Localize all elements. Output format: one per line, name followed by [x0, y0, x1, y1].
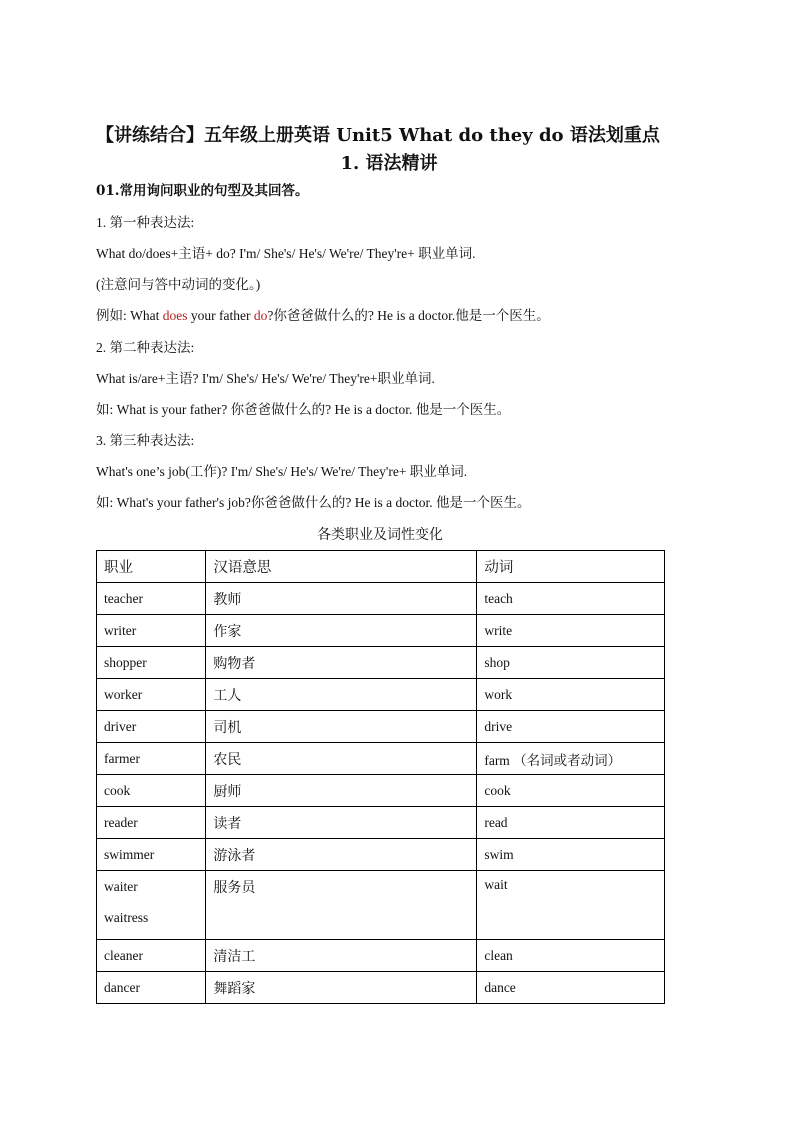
method3-heading: 3. 第三种表达法:: [96, 433, 195, 448]
cell-occupation: driver: [97, 711, 206, 743]
method3-pattern: What's one’s job(工作)? I'm/ She's/ He's/ We're/ They're+ 职业单词.: [96, 464, 468, 479]
table-row: [97, 972, 665, 1004]
cell-verb: write: [477, 615, 665, 647]
table-row: [97, 679, 665, 711]
table-row: [97, 743, 665, 775]
cell-verb: swim: [477, 839, 665, 871]
section-subtitle: 1. 语法精讲: [340, 153, 438, 174]
example-suffix: ?你爸爸做什么的? He is a doctor.他是一个医生。: [267, 308, 550, 323]
cell-meaning: 服务员: [206, 871, 477, 940]
cell-verb: read: [477, 807, 665, 839]
cell-occupation: writer: [97, 615, 206, 647]
method2-pattern: What is/are+主语? I'm/ She's/ He's/ We're/ They're+职业单词.: [96, 371, 435, 386]
table-header-row: [97, 551, 665, 583]
cell-verb: shop: [477, 647, 665, 679]
cell-occupation: shopper: [97, 647, 206, 679]
example-middle: your father: [187, 308, 254, 323]
cell-verb: cook: [477, 775, 665, 807]
cell-verb: dance: [477, 972, 665, 1004]
cell-verb: drive: [477, 711, 665, 743]
table-row: [97, 871, 665, 940]
table-row: [97, 615, 665, 647]
header-meaning: 汉语意思: [206, 551, 477, 583]
occupation-table: [96, 550, 665, 1004]
table-row: [97, 775, 665, 807]
cell-occupation: worker: [97, 679, 206, 711]
cell-occupation: reader: [97, 807, 206, 839]
cell-meaning: 工人: [206, 679, 477, 711]
cell-meaning: 作家: [206, 615, 477, 647]
method2-example: 如: What is your father? 你爸爸做什么的? He is a doctor. 他是一个医生。: [96, 402, 511, 417]
cell-verb: wait: [477, 871, 665, 940]
cell-verb: teach: [477, 583, 665, 615]
table-row: [97, 940, 665, 972]
table-caption: 各类职业及词性变化: [317, 527, 443, 543]
table-row: [97, 711, 665, 743]
cell-occupation: teacher: [97, 583, 206, 615]
cell-meaning: 教师: [206, 583, 477, 615]
method1-heading: 1. 第一种表达法:: [96, 215, 195, 230]
method1-note: (注意问与答中动词的变化。): [96, 277, 261, 292]
cell-verb: farm （名词或者动词）: [477, 743, 665, 775]
method3-example: 如: What's your father's job?你爸爸做什么的? He is a doctor. 他是一个医生。: [96, 495, 531, 510]
highlight-does: does: [162, 308, 188, 323]
cell-meaning: 农民: [206, 743, 477, 775]
table-row: [97, 583, 665, 615]
document-title: 【讲练结合】五年级上册英语 Unit5 What do they do 语法划重点: [96, 125, 660, 146]
header-verb: 动词: [477, 551, 665, 583]
table-row: [97, 647, 665, 679]
occupation-waiter: waiter: [104, 879, 138, 894]
cell-verb: clean: [477, 940, 665, 972]
cell-occupation: cleaner: [97, 940, 206, 972]
cell-meaning: 厨师: [206, 775, 477, 807]
occupation-waitress: waitress: [104, 910, 149, 925]
table-row: [97, 807, 665, 839]
cell-meaning: 游泳者: [206, 839, 477, 871]
cell-meaning: 清洁工: [206, 940, 477, 972]
cell-verb: work: [477, 679, 665, 711]
method1-pattern: What do/does+主语+ do? I'm/ She's/ He's/ We're/ They're+ 职业单词.: [96, 246, 476, 261]
cell-meaning: 购物者: [206, 647, 477, 679]
example-prefix: 例如: What: [96, 308, 163, 323]
cell-occupation: dancer: [97, 972, 206, 1004]
section-heading: 01.常用询问职业的句型及其回答。: [96, 183, 309, 199]
header-occupation: 职业: [97, 551, 206, 583]
table-row: [97, 839, 665, 871]
cell-occupation: cook: [97, 775, 206, 807]
cell-meaning: 司机: [206, 711, 477, 743]
cell-occupation: [97, 871, 206, 940]
method1-example: [96, 306, 550, 326]
cell-occupation: farmer: [97, 743, 206, 775]
method2-heading: 2. 第二种表达法:: [96, 340, 195, 355]
cell-meaning: 读者: [206, 807, 477, 839]
cell-occupation: swimmer: [97, 839, 206, 871]
highlight-do: do: [253, 308, 268, 323]
cell-meaning: 舞蹈家: [206, 972, 477, 1004]
